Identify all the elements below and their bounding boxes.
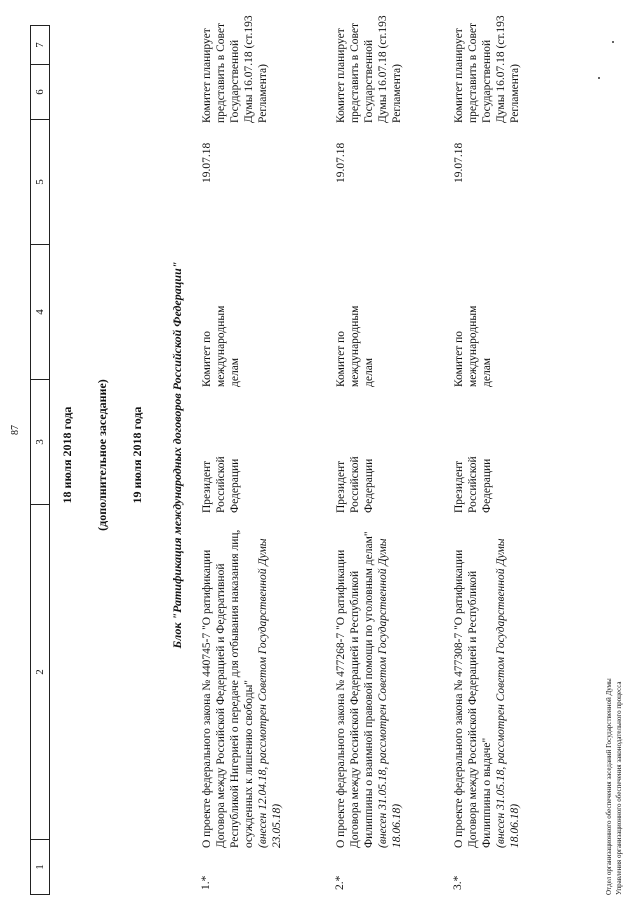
scan-speck	[612, 41, 614, 43]
row-initiator: Президент Российской Федерации	[335, 456, 375, 513]
header-col-4: 4	[31, 244, 49, 379]
row-number: 1.*	[200, 875, 212, 890]
row-initiator: Президент Российской Федерации	[453, 456, 493, 513]
row-comment: Комитет планирует представить в Совет Государственной Думы 16.07.18 (ст.193 Регламента)	[335, 15, 403, 123]
page-number: 87	[10, 425, 21, 435]
table-header	[30, 25, 50, 895]
header-col-5: 5	[31, 119, 49, 244]
row-description	[452, 518, 522, 848]
row-date: 19.07.18	[453, 142, 465, 183]
header-col-7: 7	[34, 42, 46, 48]
row-committee: Комитет по международным делам	[335, 305, 375, 387]
row-note: (внесен 31.05.18, рассмотрен Советом Государственной Думы 18.06.18)	[377, 538, 403, 848]
row-note: (внесен 31.05.18, рассмотрен Советом Государственной Думы 18.06.18)	[495, 538, 521, 848]
block-title: Блок "Ратификация международных договоров Российской Федерации"	[170, 261, 184, 649]
row-description-text: О проекте федерального закона № 477268-7 "О ратификации Договора между Российской Федерацией и Республикой Филиппины о взаимной правовой помощи по уголовным делам"	[335, 531, 375, 848]
row-committee: Комитет по международным делам	[201, 305, 241, 387]
row-description-text: О проекте федерального закона № 477308-7 "О ратификации Договора между Российской Федерацией и Республикой Филиппины о выдаче"	[453, 549, 493, 848]
header-col-6: 6	[31, 64, 49, 119]
footer-line-1: Отдел организационного обеспечения заседаний Государственной Думы	[605, 678, 613, 895]
row-comment: Комитет планирует представить в Совет Государственной Думы 16.07.18 (ст.193 Регламента)	[453, 15, 521, 123]
footer-line-2: Управления организационного обеспечения законодательного процесса	[615, 681, 623, 895]
row-initiator: Президент Российской Федерации	[201, 456, 241, 513]
scan-speck	[598, 77, 600, 79]
session-note: (дополнительное заседание)	[95, 379, 109, 531]
row-description	[200, 518, 284, 848]
date-title-2: 19 июля 2018 года	[130, 406, 144, 504]
row-date: 19.07.18	[201, 142, 213, 183]
row-comment: Комитет планирует представить в Совет Государственной Думы 16.07.18 (ст.193 Регламента)	[201, 15, 269, 123]
row-date: 19.07.18	[335, 142, 347, 183]
header-col-3: 3	[31, 379, 49, 504]
date-title-1: 18 июля 2018 года	[60, 406, 74, 504]
row-description	[334, 518, 404, 848]
row-note: (внесен 12.04.18, рассмотрен Советом Государственной Думы 23.05.18)	[257, 538, 283, 848]
row-number: 3.*	[452, 875, 464, 890]
header-col-1: 1	[31, 839, 49, 894]
row-committee: Комитет по международным делам	[453, 305, 493, 387]
header-col-2: 2	[31, 504, 49, 839]
row-description-text: О проекте федерального закона № 440745-7 "О ратификации Договора между Российской Федерацией и Федеративной Республикой Нигерией о передаче для отбывания наказания лиц, осужденных к лишению свободы"	[201, 529, 255, 848]
row-number: 2.*	[334, 875, 346, 890]
